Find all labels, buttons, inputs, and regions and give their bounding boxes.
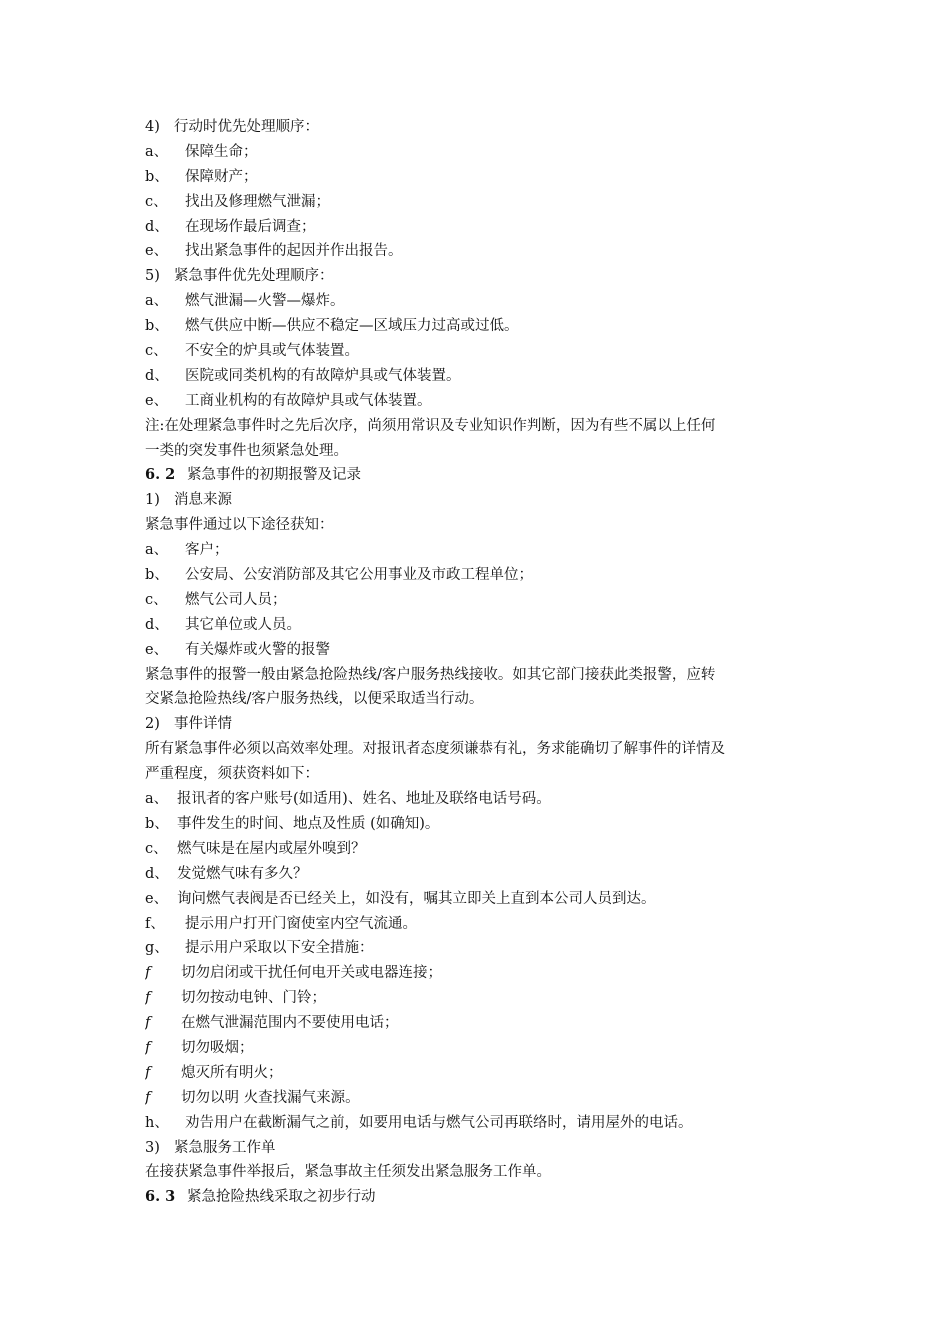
list-item: e、 有关爆炸或火警的报警 [145, 641, 330, 658]
list-item: b、 保障财产； [145, 168, 258, 185]
bullet-item: ƒ 切勿按动电钟、门铃； [145, 986, 810, 1011]
list-heading: 4) 行动时优先处理顺序： [145, 119, 319, 135]
list-item: a、 客户； [145, 542, 229, 559]
list-heading: 5) 紧急事件优先处理顺序： [145, 268, 334, 285]
list-item: c、 不安全的炉具或气体装置。 [145, 343, 359, 360]
bullet-item: ƒ 熄灭所有明火； [145, 1061, 810, 1086]
section-heading: 6. 3 紧急抢险热线采取之初步行动 [145, 1188, 376, 1206]
list-item: f、 提示用户打开门窗使室内空气流通。 [145, 915, 417, 932]
list-item: b、 燃气供应中断—供应不稳定—区域压力过高或过低。 [145, 318, 519, 335]
paragraph-line: 严重程度，须获资料如下： [145, 766, 319, 783]
paragraph-line: 交紧急抢险热线/客户服务热线，以便采取适当行动。 [145, 691, 484, 708]
note-line: 注:在处理紧急事件时之先后次序，尚须用常识及专业知识作判断，因为有些不属以上任何 [145, 417, 716, 434]
bullet-glyph: ƒ [145, 1089, 151, 1106]
list-item: c、 燃气公司人员； [145, 591, 287, 608]
list-item: d、 发觉燃气味有多久？ [145, 865, 308, 882]
list-item: h、 劝告用户在截断漏气之前，如要用电话与燃气公司再联络时，请用屋外的电话。 [145, 1114, 693, 1131]
subsection-heading: 1) 消息来源 [145, 492, 232, 509]
list-item: d、 在现场作最后调查； [145, 218, 316, 235]
bullet-item: ƒ 切勿启闭或干扰任何电开关或电器连接； [145, 961, 810, 986]
list-item: b、 公安局、公安消防部及其它公用事业及市政工程单位； [145, 567, 533, 584]
bullet-item: ƒ 切勿以明 火查找漏气来源。 [145, 1086, 810, 1111]
list-item: g、 提示用户采取以下安全措施： [145, 940, 374, 957]
bullet-glyph: ƒ [145, 990, 151, 1007]
bullet-glyph: ƒ [145, 1015, 151, 1032]
list-item: a、 燃气泄漏—火警—爆炸。 [145, 293, 345, 310]
bullet-item: ƒ 在燃气泄漏范围内不要使用电话； [145, 1011, 810, 1036]
list-item: c、 燃气味是在屋内或屋外嗅到？ [145, 840, 366, 857]
bullet-glyph: ƒ [145, 965, 151, 982]
bullet-glyph: ƒ [145, 1064, 151, 1081]
note-line: 一类的突发事件也须紧急处理。 [145, 442, 348, 459]
subsection-heading: 2) 事件详情 [145, 716, 232, 733]
paragraph-line: 紧急事件的报警一般由紧急抢险热线/客户服务热线接收。如其它部门接获此类报警，应转 [145, 666, 716, 683]
paragraph-line: 所有紧急事件必须以高效率处理。对报讯者态度须谦恭有礼，务求能确切了解事件的详情及 [145, 741, 725, 758]
list-item: d、 其它单位或人员。 [145, 616, 301, 633]
list-item: e、 工商业机构的有故障炉具或气体装置。 [145, 392, 432, 409]
list-item: d、 医院或同类机构的有故障炉具或气体装置。 [145, 367, 461, 384]
list-item: b、 事件发生的时间、地点及性质 (如确知)。 [145, 815, 440, 832]
paragraph-line: 紧急事件通过以下途径获知： [145, 517, 334, 534]
bullet-item: ƒ 切勿吸烟； [145, 1036, 810, 1061]
list-item: a、 报讯者的客户账号(如适用)、姓名、地址及联络电话号码。 [145, 791, 551, 808]
subsection-heading: 3) 紧急服务工作单 [145, 1139, 276, 1156]
section-heading: 6. 2 紧急事件的初期报警及记录 [145, 466, 361, 484]
list-item: a、 保障生命； [145, 143, 258, 160]
bullet-glyph: ƒ [145, 1039, 151, 1056]
list-item: e、 询问燃气表阀是否已经关上，如没有，嘱其立即关上直到本公司人员到达。 [145, 890, 656, 907]
list-item: e、 找出紧急事件的起因并作出报告。 [145, 243, 403, 260]
list-item: c、 找出及修理燃气泄漏； [145, 193, 330, 210]
paragraph-line: 在接获紧急事件举报后，紧急事故主任须发出紧急服务工作单。 [145, 1164, 551, 1181]
